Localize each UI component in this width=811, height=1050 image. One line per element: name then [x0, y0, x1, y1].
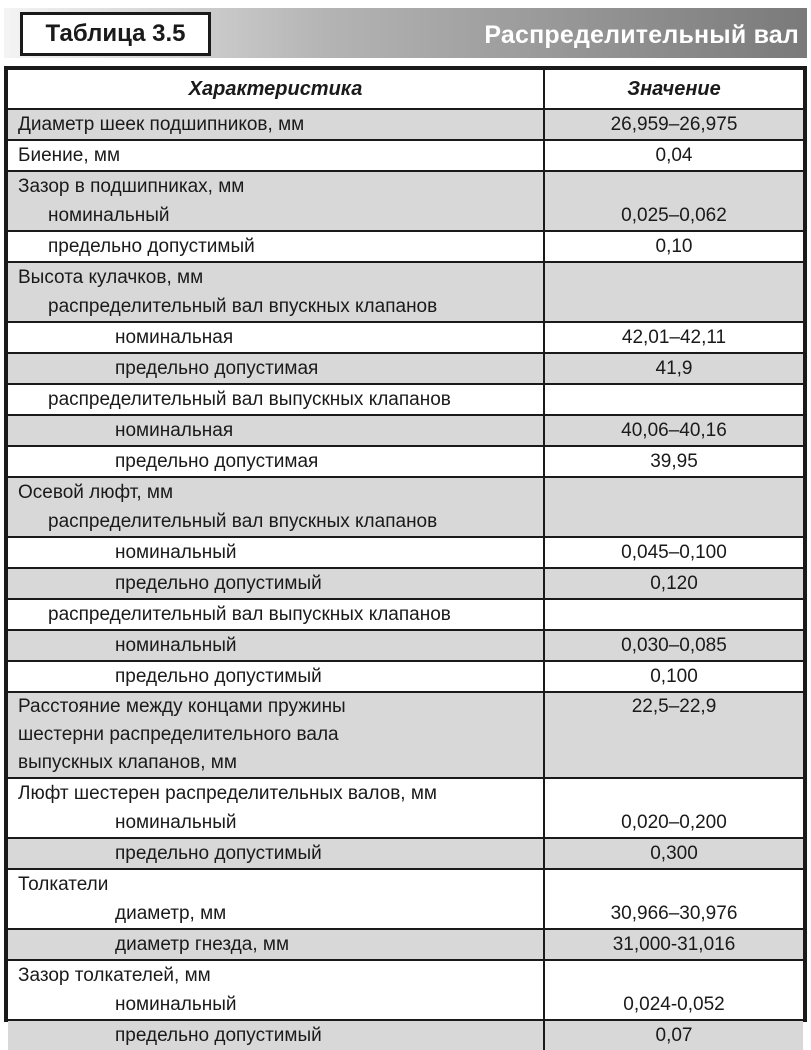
row-value: 0,300: [544, 838, 803, 869]
row-label: номинальный: [115, 994, 237, 1015]
row-value: 0,07: [544, 1020, 803, 1050]
row-value: [544, 384, 803, 415]
row-label: диаметр, мм: [115, 903, 227, 924]
table-row: [8, 1020, 803, 1050]
row-value: [544, 292, 803, 322]
table-row: [8, 322, 803, 353]
row-value: 40,06–40,16: [544, 415, 803, 446]
row-value: 22,5–22,9: [544, 692, 803, 778]
table-row: [8, 778, 803, 808]
table-frame: [4, 66, 807, 1046]
table-row: [8, 446, 803, 477]
row-label: Диаметр шеек подшипников, мм: [18, 114, 305, 135]
row-label: предельно допустимый: [115, 573, 322, 594]
row-label: Биение, мм: [18, 145, 121, 166]
row-label: предельно допустимая: [115, 451, 319, 472]
table-row: [8, 262, 803, 292]
table-row: [8, 140, 803, 171]
row-label: Расстояние между концами пружины: [18, 696, 346, 717]
table-header-row: [8, 70, 803, 109]
table-row: [8, 353, 803, 384]
table-title: Распределительный вал: [484, 21, 799, 49]
table-row: [8, 477, 803, 507]
row-value: [544, 262, 803, 292]
table-row: [8, 990, 803, 1020]
table-row: [8, 171, 803, 201]
column-header-value: Значение: [544, 70, 803, 109]
row-label: номинальная: [115, 327, 234, 348]
row-value: 26,959–26,975: [544, 109, 803, 140]
row-value: [544, 599, 803, 630]
row-value: 30,966–30,976: [610, 903, 738, 924]
row-label-line-3: выпускных клапанов, мм: [18, 752, 237, 773]
row-value: [544, 171, 803, 201]
table-row: [8, 537, 803, 568]
table-row: [8, 599, 803, 630]
table-row: [8, 201, 803, 231]
row-label: предельно допустимый: [115, 843, 322, 864]
row-value: 0,10: [544, 231, 803, 262]
row-label: предельно допустимый: [115, 666, 322, 687]
row-value: 0,04: [544, 140, 803, 171]
table-row: [8, 838, 803, 869]
row-value: 39,95: [544, 446, 803, 477]
table-row: [8, 929, 803, 960]
table-row: [8, 415, 803, 446]
row-value: [544, 960, 803, 990]
table-row: [8, 384, 803, 415]
row-label-line-2: шестерни распределительного вала: [18, 724, 339, 745]
row-label: номинальный: [115, 542, 237, 563]
row-value: 31,000-31,016: [544, 929, 803, 960]
row-value: 41,9: [544, 353, 803, 384]
table-row: [8, 899, 803, 929]
row-label: номинальный: [48, 205, 170, 226]
row-value: [544, 869, 803, 899]
row-label: предельно допустимый: [48, 236, 255, 257]
table-row: [8, 808, 803, 838]
row-value: [544, 477, 803, 507]
table-row: [8, 109, 803, 140]
row-value: 0,020–0,200: [621, 812, 727, 833]
row-value: 0,024-0,052: [623, 994, 725, 1015]
row-value: 42,01–42,11: [544, 322, 803, 353]
row-label: Осевой люфт, мм: [18, 482, 174, 503]
row-value: 0,120: [544, 568, 803, 599]
row-label: Высота кулачков, мм: [18, 267, 204, 288]
row-label: предельно допустимая: [115, 358, 319, 379]
row-label: распределительный вал впускных клапанов: [48, 511, 438, 532]
table-row: [8, 630, 803, 661]
table-row: [8, 692, 803, 778]
row-value: 0,030–0,085: [544, 630, 803, 661]
row-value: [544, 778, 803, 808]
row-label: Зазор в подшипниках, мм: [18, 176, 245, 197]
row-label: Зазор толкателей, мм: [18, 965, 211, 986]
column-header-characteristic: Характеристика: [8, 70, 544, 109]
row-label: предельно допустимый: [115, 1025, 322, 1046]
row-label: номинальный: [115, 812, 237, 833]
row-label: распределительный вал впускных клапанов: [48, 296, 438, 317]
row-label: диаметр гнезда, мм: [115, 934, 290, 955]
table-number: Таблица 3.5: [45, 20, 186, 47]
row-label: Толкатели: [18, 874, 109, 895]
row-value: [544, 507, 803, 537]
row-label: распределительный вал выпускных клапанов: [48, 604, 451, 625]
row-label: номинальный: [115, 635, 237, 656]
table-row: [8, 507, 803, 537]
row-label: распределительный вал выпускных клапанов: [48, 389, 451, 410]
table-row: [8, 568, 803, 599]
table-row: [8, 292, 803, 322]
table-row: [8, 960, 803, 990]
row-value: 0,100: [544, 661, 803, 692]
table-row: [8, 231, 803, 262]
table-row: [8, 869, 803, 899]
row-label: Люфт шестерен распределительных валов, мм: [18, 783, 437, 804]
row-label: номинальная: [115, 420, 234, 441]
row-value: 0,025–0,062: [544, 201, 803, 231]
spec-table: [8, 70, 803, 1050]
table-row: [8, 661, 803, 692]
row-value: 0,045–0,100: [544, 537, 803, 568]
table-number-tag: [20, 12, 211, 56]
